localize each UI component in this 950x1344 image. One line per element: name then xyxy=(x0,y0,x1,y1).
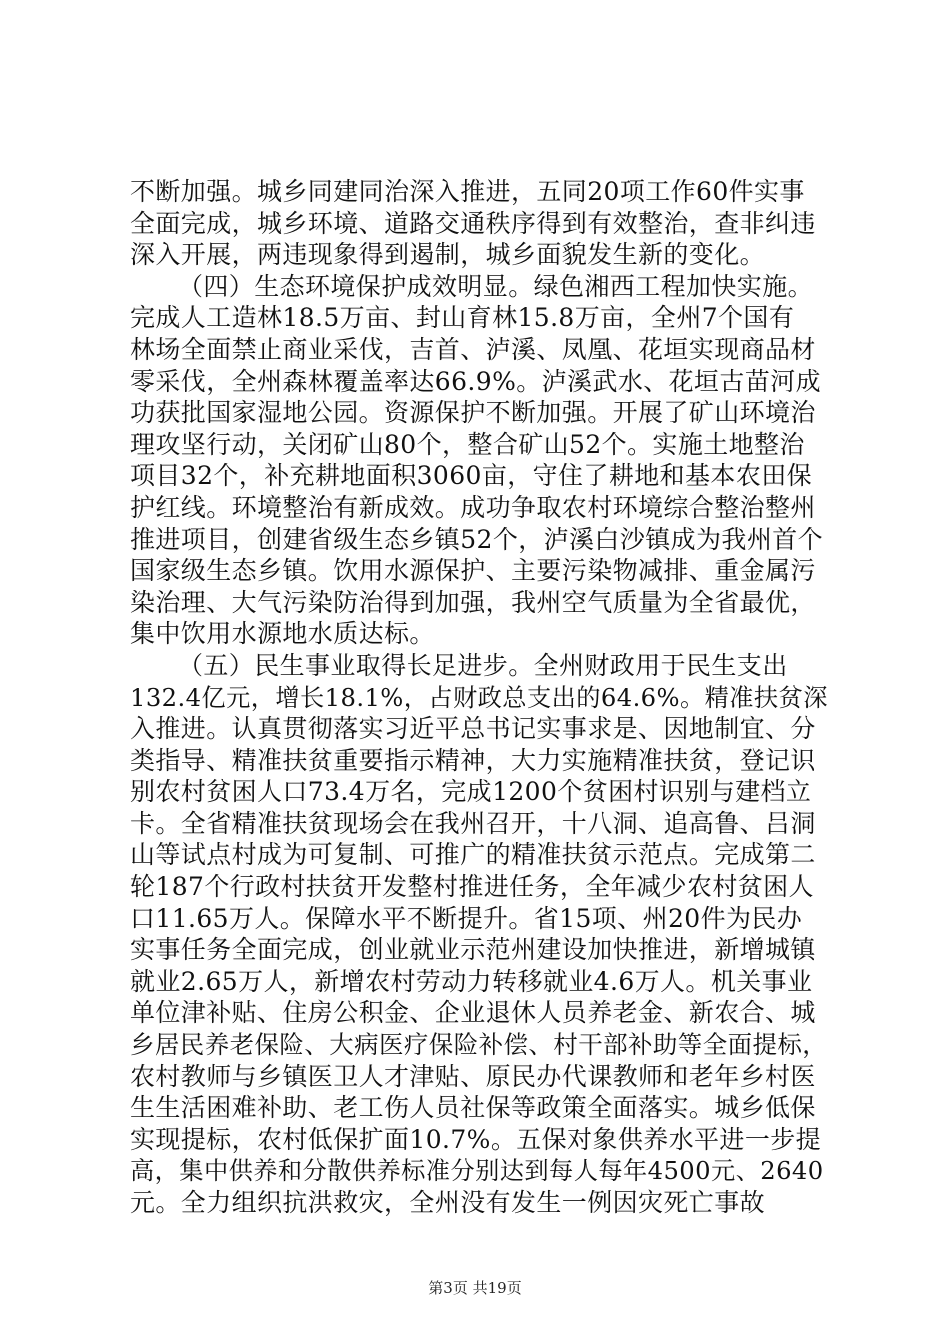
text-line: 元。全力组织抗洪救灾，全州没有发生一例因灾死亡事故 xyxy=(130,1188,766,1217)
text-line: 口11.65万人。保障水平不断提升。省15项、州20件为民办 xyxy=(130,903,803,933)
text-line: 集中饮用水源地水质达标。 xyxy=(130,619,435,649)
text-line: 染治理、大气污染防治得到加强，我州空气质量为全省最优， xyxy=(130,587,816,617)
text-line: 深入开展，两违现象得到遏制，城乡面貌发生新的变化。 xyxy=(130,240,766,270)
text-line: 132.4亿元，增长18.1%，占财政总支出的64.6%。精准扶贫深 xyxy=(130,682,828,712)
text-line: 生生活困难补助、老工伤人员社保等政策全面落实。城乡低保 xyxy=(130,1093,816,1123)
text-line: 护红线。环境整治有新成效。成功争取农村环境综合整治整州 xyxy=(130,492,816,522)
page-footer: 第3页 共19页 xyxy=(428,1279,522,1297)
text-line: 农村教师与乡镇医卫人才津贴、原民办代课教师和老年乡村医 xyxy=(130,1061,816,1091)
text-line: 高，集中供养和分散供养标准分别达到每人每年4500元、2640 xyxy=(130,1156,824,1186)
text-line: 类指导、精准扶贫重要指示精神，大力实施精准扶贫，登记识 xyxy=(130,745,816,775)
text-line: 实事任务全面完成，创业就业示范州建设加快推进，新增城镇 xyxy=(130,935,816,965)
text-line: 理攻坚行动，关闭矿山80个，整合矿山52个。实施土地整治 xyxy=(130,429,805,459)
text-line: 全面完成，城乡环境、道路交通秩序得到有效整治，查非纠违 xyxy=(130,208,816,238)
text-line: 别农村贫困人口73.4万名，完成1200个贫困村识别与建档立 xyxy=(130,777,812,807)
text-line: 入推进。认真贯彻落实习近平总书记实事求是、因地制宜、分 xyxy=(130,714,816,744)
text-line: 不断加强。城乡同建同治深入推进，五同20项工作60件实事 xyxy=(130,177,805,206)
text-line: （四）生态环境保护成效明显。绿色湘西工程加快实施。 xyxy=(178,271,814,301)
text-line: 功获批国家湿地公园。资源保护不断加强。开展了矿山环境治 xyxy=(130,398,816,428)
text-line: 国家级生态乡镇。饮用水源保护、主要污染物减排、重金属污 xyxy=(130,556,816,586)
text-line: （五）民生事业取得长足进步。全州财政用于民生支出 xyxy=(178,650,788,680)
text-line: 卡。全省精准扶贫现场会在我州召开，十八洞、追高鲁、吕洞 xyxy=(130,808,816,838)
text-line: 林场全面禁止商业采伐，吉首、泸溪、凤凰、花垣实现商品材 xyxy=(130,334,816,364)
text-line: 完成人工造林18.5万亩、封山育林15.8万亩，全州7个国有 xyxy=(130,303,795,333)
text-line: 乡居民养老保险、大病医疗保险补偿、村干部补助等全面提标， xyxy=(130,1030,828,1060)
text-line: 推进项目，创建省级生态乡镇52个，泸溪白沙镇成为我州首个 xyxy=(130,524,824,554)
document-body xyxy=(130,176,830,1219)
text-line: 就业2.65万人，新增农村劳动力转移就业4.6万人。机关事业 xyxy=(130,966,813,996)
text-line: 实现提标，农村低保扩面10.7%。五保对象供养水平进一步提 xyxy=(130,1124,822,1154)
text-line: 项目32个，补充耕地面积3060亩，守住了耕地和基本农田保 xyxy=(130,461,813,491)
text-line: 轮187个行政村扶贫开发整村推进任务，全年减少农村贫困人 xyxy=(130,872,814,902)
text-line: 山等试点村成为可复制、可推广的精准扶贫示范点。完成第二 xyxy=(130,840,816,870)
text-line: 零采伐，全州森林覆盖率达66.9%。泸溪武水、花垣古苗河成 xyxy=(130,366,822,396)
text-line: 单位津补贴、住房公积金、企业退休人员养老金、新农合、城 xyxy=(130,998,816,1028)
